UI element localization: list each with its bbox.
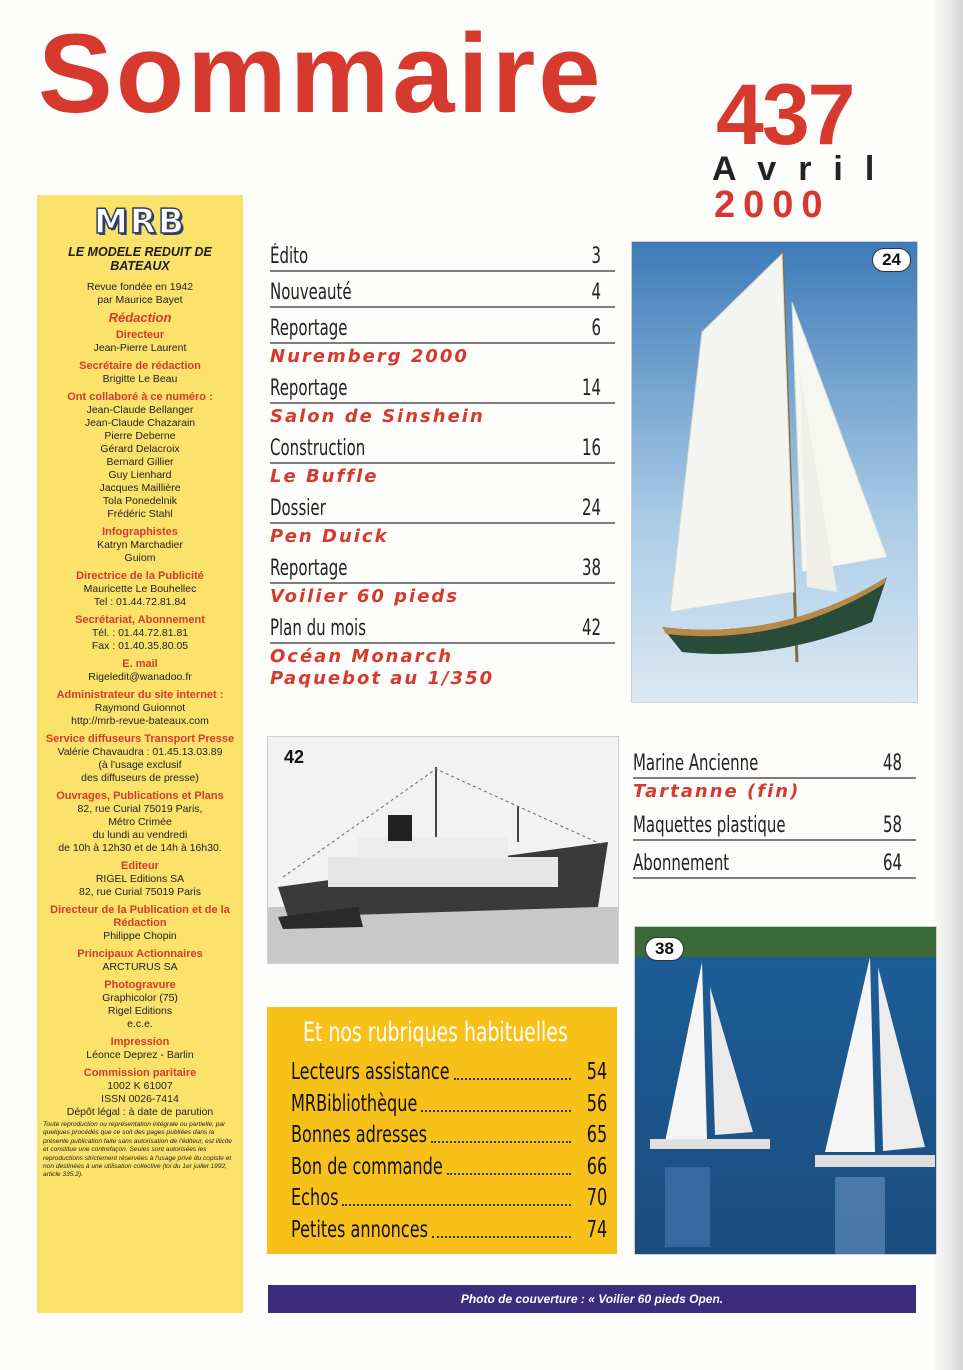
credit-line: Jean-Claude Bellanger [86, 404, 194, 416]
yacht-illustration [632, 242, 917, 702]
page-badge-42: 42 [284, 747, 305, 767]
toc-article-subtitle: Paquebot au 1/350 [270, 668, 495, 689]
credit-line: Guiom [124, 552, 156, 564]
credit-heading: Service diffuseurs Transport Presse [45, 733, 235, 745]
regular-section-row[interactable] [291, 1118, 607, 1148]
cover-caption: Photo de couverture : « Voilier 60 pieds Open. [268, 1285, 916, 1313]
toc-category: Marine Ancienne [633, 751, 759, 776]
redaction-label: Rédaction [108, 310, 172, 325]
regular-section-page: 74 [586, 1216, 607, 1243]
credit-line: Katryn Marchadier [97, 539, 183, 551]
leader-dots [421, 1110, 571, 1112]
credit-heading: Directeur de la Publication et de la Rédaction [50, 904, 230, 929]
toc-page-number: 48 [882, 751, 902, 776]
toc-category: Nouveauté [270, 280, 352, 305]
table-of-contents [270, 240, 615, 694]
credit-heading: Secrétariat, Abonnement [75, 614, 205, 626]
credit-line: Graphicolor (75) [102, 992, 178, 1004]
toc-article-title: Océan Monarch [270, 646, 454, 667]
regular-section-page: 56 [586, 1090, 607, 1117]
credit-line: Tola Ponedelnik [102, 495, 178, 507]
toc-category: Édito [270, 244, 309, 269]
toc-entry[interactable] [270, 432, 615, 464]
credit-line: Gérard Delacroix [100, 443, 180, 455]
toc-page-number: 38 [581, 556, 601, 581]
credit-line: Jean-Claude Chazarain [84, 417, 196, 429]
credit-line: (à l'usage exclusif [98, 759, 182, 771]
toc-article-title: Le Buffle [270, 466, 379, 487]
credit-line: Brigitte Le Beau [102, 373, 178, 385]
credit-heading: Directrice de la Publicité [76, 570, 204, 582]
credit-line: Pierre Deberne [104, 430, 176, 442]
credit-line: Mauricette Le Bouhellec [83, 583, 197, 595]
sailboats-photo [635, 927, 936, 1254]
toc-entry[interactable] [633, 745, 916, 779]
credit-line: ISSN 0026-7414 [101, 1093, 179, 1105]
toc-category: Reportage [270, 376, 348, 401]
credit-heading: Administrateur du site internet : [56, 689, 224, 701]
masthead-subtitle: LE MODELE REDUIT DE BATEAUX [68, 245, 212, 273]
credit-heading: Secrétaire de rédaction [79, 360, 201, 372]
regular-section-page: 70 [586, 1185, 607, 1211]
toc-category: Reportage [270, 556, 348, 581]
credit-line: de 10h à 12h30 et de 14h à 16h30. [58, 842, 222, 854]
credit-line: Léonce Deprez - Barlin [86, 1049, 194, 1061]
credit-heading: E. mail [122, 658, 158, 670]
credit-line: RIGEL Editions SA [95, 873, 185, 885]
credit-line: Fax : 01.40.35.80.05 [91, 640, 189, 652]
toc-category: Reportage [270, 316, 348, 341]
regular-section-page: 66 [586, 1153, 607, 1180]
regular-section-label: Bon de commande [291, 1153, 443, 1180]
liner-illustration [268, 737, 618, 963]
credit-line: Valérie Chavaudra : 01.45.13.03.89 [57, 746, 223, 758]
regular-section-label: Petites annonces [291, 1216, 429, 1243]
regular-section-row[interactable] [291, 1181, 607, 1211]
credit-line: Tel : 01.44.72.81.84 [93, 596, 187, 608]
toc-entry[interactable] [270, 372, 615, 404]
credit-heading: Commission paritaire [83, 1067, 197, 1079]
credit-line: Guy Lienhard [108, 469, 172, 481]
credit-line: Jacques Maillière [99, 482, 181, 494]
credit-line: Rigeledit@wanadoo.fr [88, 671, 192, 683]
credit-line: du lundi au vendredi [92, 829, 188, 841]
regular-section-row[interactable] [291, 1055, 607, 1085]
table-of-contents-right [633, 745, 916, 883]
credit-heading: Infographistes [102, 526, 178, 538]
toc-category: Dossier [270, 496, 326, 521]
regular-section-label: Echos [291, 1185, 339, 1211]
toc-page-number: 42 [581, 616, 601, 641]
toc-page-number: 58 [882, 813, 902, 838]
leader-dots [454, 1078, 571, 1080]
credit-line: ARCTURUS SA [102, 961, 178, 973]
issue-year: 2000 [714, 184, 831, 226]
toc-article-title: Nuremberg 2000 [270, 346, 469, 367]
credit-heading: Directeur [115, 329, 165, 341]
yacht-photo [632, 242, 917, 702]
issue-number: 437 [716, 67, 854, 163]
regular-section-row[interactable] [291, 1150, 607, 1180]
credit-line: Bernard Gillier [106, 456, 174, 468]
regular-section-page: 65 [586, 1122, 607, 1148]
credit-line: 82, rue Curial 75019 Paris [79, 886, 201, 898]
toc-category: Construction [270, 436, 366, 461]
credit-line: 82, rue Curial 75019 Paris, [77, 803, 203, 815]
masthead [37, 195, 243, 1313]
regular-section-label: MRBibliothèque [291, 1090, 418, 1117]
leader-dots [342, 1204, 571, 1206]
leader-dots [431, 1141, 571, 1143]
toc-page-number: 64 [882, 851, 902, 876]
toc-page-number: 4 [591, 280, 601, 305]
credit-line: Tél. : 01.44.72.81.81 [91, 627, 189, 639]
toc-entry[interactable] [270, 612, 615, 644]
regular-sections-title: Et nos rubriques habituelles [303, 1017, 568, 1048]
toc-page-number: 24 [581, 496, 601, 521]
regular-section-page: 54 [586, 1059, 607, 1085]
credit-line: e.c.e. [127, 1018, 153, 1030]
regular-sections-box [267, 1007, 617, 1254]
toc-category: Plan du mois [270, 616, 366, 641]
credit-line: des diffuseurs de presse) [81, 772, 199, 784]
credit-line: Dépôt légal : à date de parution [66, 1106, 214, 1118]
credit-line: Métro Crimée [108, 816, 172, 828]
page-edge-shadow [933, 0, 963, 1370]
toc-entry[interactable] [633, 845, 916, 879]
credit-line: Raymond Guionnot [94, 702, 186, 714]
credit-line: http://mrb-revue-bateaux.com [71, 715, 209, 727]
leader-dots [432, 1236, 571, 1238]
credit-heading: Photogravure [104, 979, 176, 991]
toc-page-number: 3 [591, 244, 601, 269]
masthead-credits [37, 329, 243, 1119]
toc-article-title: Salon de Sinshein [270, 406, 485, 427]
toc-page-number: 16 [581, 436, 601, 461]
page-badge-24: 24 [872, 248, 911, 272]
leader-dots [447, 1173, 571, 1175]
founded-line: Revue fondée en 1942 [86, 281, 194, 293]
credit-line: Philippe Chopin [103, 930, 177, 942]
toc-category: Maquettes plastique [633, 813, 786, 838]
toc-article-title: Pen Duick [270, 526, 389, 547]
liner-photo [268, 737, 618, 963]
page-title: Sommaire [38, 11, 604, 136]
regular-section-label: Lecteurs assistance [291, 1059, 450, 1085]
issue-month: Avril [712, 150, 897, 188]
credit-heading: Impression [110, 1036, 170, 1048]
toc-entry[interactable] [270, 492, 615, 524]
mrb-logo: MRB [94, 202, 186, 242]
sailboats-illustration [635, 927, 936, 1254]
toc-entry[interactable] [633, 807, 916, 841]
credit-heading: Ouvrages, Publications et Plans [56, 790, 224, 802]
toc-entry[interactable] [270, 312, 615, 344]
regular-section-row[interactable] [291, 1087, 607, 1117]
toc-entry[interactable] [270, 276, 615, 308]
toc-category: Abonnement [633, 851, 730, 876]
credit-heading: Principaux Actionnaires [77, 948, 203, 960]
credit-line: 1002 K 61007 [107, 1080, 173, 1092]
legal-notice: Toute reproduction ou représentation intégrale ou partielle, par quelques procédés que ce soit des pages publiées dans la présente publication faite sans autorisation de l'éditeur, est illicite et constitue une contrefaçon. Seules sont autorisées les reproductions strictement réservées à l'usage privé du copiste et non destinées à une utilisation collective (loi du 1er juillet 1992, article 335.2). [43, 1121, 232, 1179]
regular-section-row[interactable] [291, 1213, 607, 1243]
toc-entry[interactable] [270, 240, 615, 272]
regular-section-label: Bonnes adresses [291, 1122, 428, 1148]
founded-by-line: par Maurice Bayet [97, 294, 183, 306]
credit-line: Rigel Editions [107, 1005, 173, 1017]
toc-page-number: 14 [581, 376, 601, 401]
credit-line: Jean-Pierre Laurent [93, 342, 187, 354]
toc-article-title: Voilier 60 pieds [270, 586, 460, 607]
toc-entry[interactable] [270, 552, 615, 584]
credit-heading: Editeur [121, 860, 159, 872]
page-badge-38: 38 [645, 937, 684, 961]
toc-article-title: Tartanne (fin) [633, 781, 801, 802]
toc-page-number: 6 [591, 316, 601, 341]
credit-heading: Ont collaboré à ce numéro : [67, 391, 213, 403]
credit-line: Frédéric Stahl [107, 508, 173, 520]
